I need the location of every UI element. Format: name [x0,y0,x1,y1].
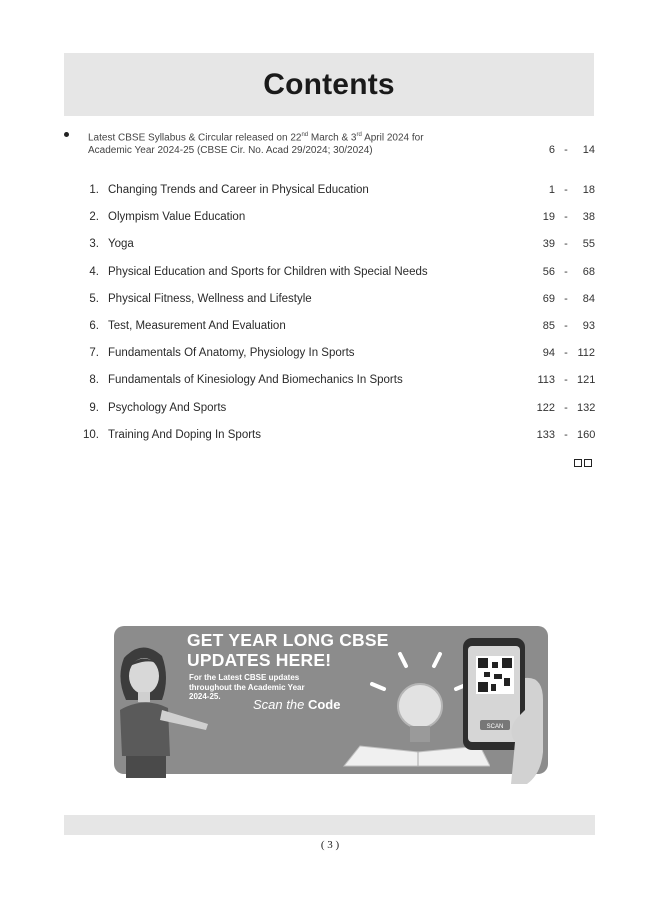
page-range: 122 - 132 [536,401,596,414]
chapter-number: 8. [89,374,99,387]
bullet-icon [64,132,69,137]
end-mark-icon [574,459,592,467]
page-range: 85 - 93 [542,319,595,332]
updates-banner[interactable] [114,626,548,774]
page-range: 69 - 84 [542,292,595,305]
footer-band [64,815,595,835]
toc-row[interactable] [64,236,595,263]
phone-scan-button: SCAN [486,724,504,730]
page-range: 1 - 18 [548,184,595,196]
chapter-title: Psychology And Sports [108,401,227,414]
toc-row[interactable] [64,182,595,209]
toc-row[interactable] [64,318,595,345]
toc-row[interactable] [64,372,595,399]
chapter-number: 2. [89,211,99,224]
toc-row[interactable] [64,209,595,236]
banner-headline: GET YEAR LONG CBSE UPDATES HERE! [187,630,389,670]
chapter-title: Physical Education and Sports for Children with Special Needs [108,265,428,278]
page-range: 39 - 55 [542,238,595,251]
chapter-title: Test, Measurement And Evaluation [108,319,286,332]
page-range: 19 - 38 [542,211,595,224]
chapter-title: Changing Trends and Career in Physical Education [108,184,369,196]
toc-row[interactable] [64,264,595,291]
syllabus-entry[interactable] [64,129,595,159]
chapter-number: 1. [89,184,99,196]
toc-list [64,182,595,454]
scan-the-code: Scan the Code [253,697,341,712]
chapter-title: Training And Doping In Sports [108,428,261,441]
chapter-number: 6. [89,319,99,332]
chapter-number: 10. [83,428,99,441]
chapter-title: Physical Fitness, Wellness and Lifestyle [108,292,312,305]
chapter-number: 7. [89,347,99,360]
toc-row[interactable] [64,345,595,372]
page-range: 133 - 160 [536,428,596,441]
page-title: Contents [263,67,395,101]
chapter-title: Olympism Value Education [108,211,246,224]
chapter-title: Fundamentals Of Anatomy, Physiology In Sports [108,347,355,360]
toc-row[interactable] [64,427,595,454]
title-band [64,53,594,116]
girl-illustration-icon [112,638,212,778]
toc-row[interactable] [64,291,595,318]
chapter-title: Yoga [108,238,134,251]
page-range: 94 - 112 [542,347,595,360]
phone-qr-icon [451,634,551,784]
banner-subtext: For the Latest CBSE updates throughout the Academic Year 2024-25. [189,673,305,701]
toc-row[interactable] [64,400,595,427]
chapter-number: 3. [89,238,99,251]
page-range: 56 - 68 [542,265,595,278]
chapter-title: Fundamentals of Kinesiology And Biomechanics In Sports [108,374,403,387]
syllabus-page-range: 6 - 14 [548,144,595,156]
syllabus-text: Latest CBSE Syllabus & Circular released on 22nd March & 3rd April 2024 for Academic Year 2024-25 (CBSE Cir. No. Acad 29/2024; 30/2024) [88,132,424,157]
page-number: ( 3 ) [320,839,340,851]
page-range: 113 - 121 [537,374,596,387]
chapter-number: 9. [89,401,99,414]
chapter-number: 4. [89,265,99,278]
chapter-number: 5. [89,292,99,305]
